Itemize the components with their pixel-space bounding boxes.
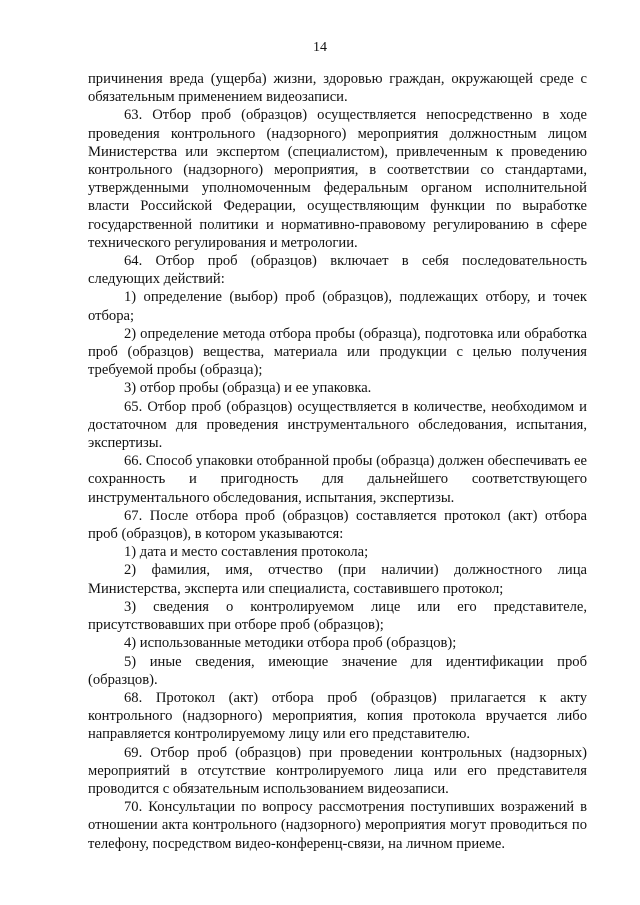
- paragraph-66: 66. Способ упаковки отобранной пробы (образца) должен обеспечивать ее сохранность и пригодность для дальнейшего соответствующего инструментального обследования, испытания, экспертизы.: [88, 453, 587, 506]
- paragraph-65: 65. Отбор проб (образцов) осуществляется в количестве, необходимом и достаточном для проведения инструментального обследования, испытания, экспертизы.: [88, 398, 587, 452]
- paragraph-70: 70. Консультации по вопросу рассмотрения поступивших возражений в отношении акта контрольного (надзорного) мероприятия могут проводиться по телефону, посредством видео-конференц-связи, на личном приеме.: [88, 799, 587, 852]
- paragraph-67-item-3: 3) сведения о контролируемом лице или его представителе, присутствовавших при отборе проб (образцов);: [88, 598, 587, 634]
- paragraph-64-item-2: 2) определение метода отбора пробы (образца), подготовка или обработка проб (образцов) вещества, материала или продукции с целью получения требуемой пробы (образца);: [88, 325, 587, 379]
- page-number: 14: [313, 40, 327, 55]
- paragraph-68: 68. Протокол (акт) отбора проб (образцов) прилагается к акту контрольного (надзорного) мероприятия, копия протокола вручается либо направляется контролируемому лицу или его представителю.: [88, 689, 587, 743]
- paragraph-67-item-1: 1) дата и место составления протокола;: [124, 544, 369, 561]
- paragraph-67-item-2: 2) фамилия, имя, отчество (при наличии) должностного лица Министерства, эксперта или специалиста, составившего протокол;: [88, 562, 587, 597]
- paragraph-64: 64. Отбор проб (образцов) включает в себя последовательность следующих действий:: [88, 253, 587, 288]
- paragraph-continuation: причинения вреда (ущерба) жизни, здоровью граждан, окружающей среде с обязательным применением видеозаписи.: [88, 71, 587, 106]
- paragraph-67-item-5: 5) иные сведения, имеющие значение для идентификации проб (образцов).: [88, 653, 587, 688]
- paragraph-64-item-3: 3) отбор пробы (образца) и ее упаковка.: [124, 380, 372, 397]
- paragraph-67: 67. После отбора проб (образцов) составляется протокол (акт) отбора проб (образцов), в котором указываются:: [88, 507, 587, 543]
- paragraph-69: 69. Отбор проб (образцов) при проведении контрольных (надзорных) мероприятий в отсутствие контролируемого лица или его представителя проводится с обязательным использованием видеозаписи.: [88, 744, 587, 797]
- document-body: [88, 70, 587, 853]
- paragraph-63: 63. Отбор проб (образцов) осуществляется непосредственно в ходе проведения контрольного (надзорного) мероприятия должностным лицом Министерства или экспертом (специалистом), привлеченным к проведению контрольного (надзорного) мероприятия, в соответствии со стандартами, утвержденными уполномоченным федеральным органом исполнительной власти Российской Федерации, осуществляющим функции по выработке государственной политики и нормативно-правовому регулированию в сфере технического регулирования и метрологии.: [88, 107, 587, 251]
- paragraph-64-item-1: 1) определение (выбор) проб (образцов), подлежащих отбору, и точек отбора;: [88, 289, 587, 324]
- paragraph-67-item-4: 4) использованные методики отбора проб (образцов);: [124, 635, 457, 652]
